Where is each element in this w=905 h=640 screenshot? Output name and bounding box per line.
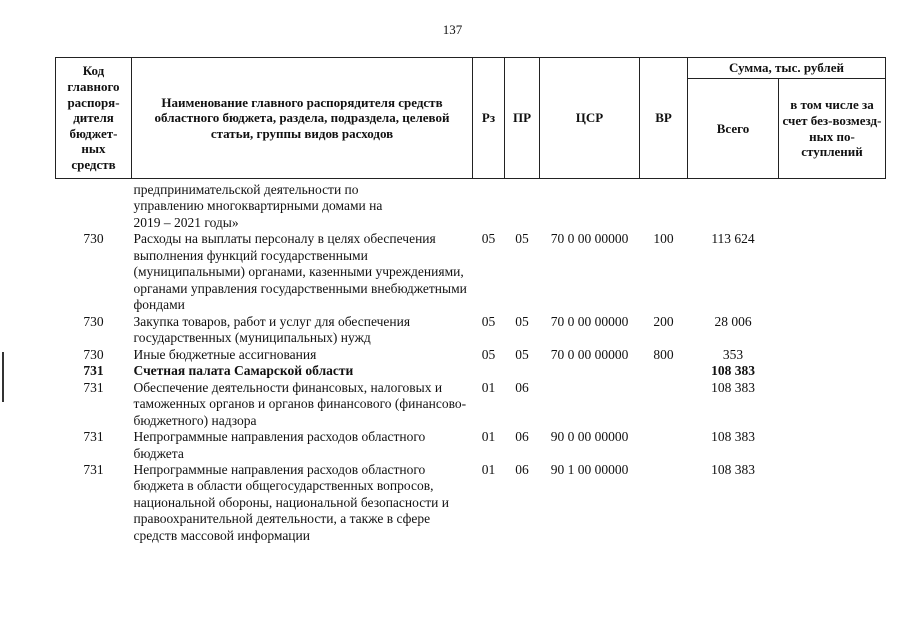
table-body	[56, 179, 886, 545]
table-row	[56, 380, 886, 429]
cell-pr: 06	[515, 379, 529, 395]
cell-code: 731	[83, 461, 104, 477]
cell-vr	[640, 363, 688, 379]
cell-csr: 90 1 00 00000	[550, 461, 629, 477]
cell-csr	[540, 179, 640, 232]
table-row	[56, 462, 886, 544]
table-header	[56, 58, 886, 179]
cell-incl	[779, 462, 886, 544]
cell-code: 731	[83, 429, 104, 445]
cell-csr: 70 0 00 00000	[550, 231, 629, 247]
cell-code: 730	[83, 313, 104, 329]
cell-incl	[779, 347, 886, 363]
cell-pr	[505, 363, 540, 379]
cell-code: 730	[83, 231, 104, 247]
cell-total: 108 383	[711, 429, 755, 445]
cell-rz: 05	[481, 313, 496, 329]
cell-rz: 05	[481, 346, 496, 362]
header-vr: ВР	[640, 58, 688, 179]
cell-rz: 05	[481, 231, 496, 247]
cell-total: 353	[722, 346, 744, 362]
cell-rz: 01	[481, 461, 496, 477]
cell-incl	[779, 380, 886, 429]
cell-name: Обеспечение деятельности финансовых, налоговых и таможенных органов и органов финансового (финансово-бюджетного) надзора	[133, 379, 467, 428]
header-total: Всего	[688, 79, 779, 179]
header-pr: ПР	[505, 58, 540, 179]
header-code: Код главного распоря-дителя бюджет-ных средств	[56, 58, 132, 179]
cell-total: 108 383	[711, 379, 755, 395]
cell-vr	[640, 429, 688, 462]
header-sum: Сумма, тыс. рублей	[688, 58, 886, 79]
cell-vr	[640, 380, 688, 429]
cell-name: Непрограммные направления расходов областного бюджета	[133, 429, 426, 461]
cell-code: 731	[83, 379, 104, 395]
cell-total: 108 383	[711, 461, 755, 477]
cell-incl	[779, 363, 886, 379]
cell-vr: 800	[653, 346, 674, 362]
cell-incl	[779, 314, 886, 347]
cell-name: предпринимательской деятельности по управлению многоквартирными домами на 2019 – 2021 годы»	[133, 182, 383, 230]
cell-pr: 05	[515, 231, 529, 247]
cell-pr: 06	[515, 461, 529, 477]
cell-code: 731	[83, 363, 104, 379]
cell-csr: 70 0 00 00000	[550, 346, 629, 362]
cell-incl	[779, 429, 886, 462]
cell-name: Расходы на выплаты персоналу в целях обеспечения выполнения функций государственными (муниципальными) органами, казенными учреждениями, органами управления государственными внебюджетными фондами	[133, 231, 467, 313]
cell-rz: 01	[481, 379, 496, 395]
cell-csr: 70 0 00 00000	[550, 313, 629, 329]
header-incl: в том числе за счет без-возмезд-ных по-ступлений	[779, 79, 886, 179]
cell-pr: 06	[515, 429, 529, 445]
cell-csr	[540, 380, 640, 429]
budget-table	[55, 57, 886, 544]
scan-edge-mark	[2, 352, 4, 402]
cell-pr: 05	[515, 346, 529, 362]
table-row	[56, 347, 886, 363]
cell-rz: 01	[481, 429, 496, 445]
cell-vr	[640, 179, 688, 232]
table-row	[56, 179, 886, 232]
cell-total: 113 624	[711, 231, 755, 247]
cell-total: 28 006	[714, 313, 752, 329]
cell-total	[688, 179, 779, 232]
cell-pr	[505, 179, 540, 232]
cell-incl	[779, 179, 886, 232]
cell-name: Непрограммные направления расходов областного бюджета в области общегосударственных вопросов, национальной обороны, национальной безопасности и правоохранительной деятельности, а также в сфере средств массовой информации	[133, 461, 449, 543]
cell-name: Иные бюджетные ассигнования	[133, 346, 317, 362]
cell-total: 108 383	[711, 363, 755, 379]
cell-vr: 200	[653, 313, 674, 329]
header-csr: ЦСР	[540, 58, 640, 179]
cell-pr: 05	[515, 313, 529, 329]
table-row	[56, 314, 886, 347]
table-row	[56, 231, 886, 313]
page-number: 137	[442, 22, 463, 37]
cell-incl	[779, 231, 886, 313]
cell-name: Счетная палата Самарской области	[133, 363, 354, 379]
table-row	[56, 429, 886, 462]
cell-csr	[540, 363, 640, 379]
header-rz: Рз	[473, 58, 505, 179]
cell-code: 730	[83, 346, 104, 362]
cell-vr: 100	[653, 231, 674, 247]
cell-vr	[640, 462, 688, 544]
cell-csr: 90 0 00 00000	[550, 429, 629, 445]
table-row	[56, 363, 886, 379]
cell-rz	[473, 179, 505, 232]
cell-rz	[473, 363, 505, 379]
cell-code	[56, 179, 132, 232]
cell-name: Закупка товаров, работ и услуг для обеспечения государственных (муниципальных) нужд	[133, 313, 411, 346]
header-name: Наименование главного распорядителя средств областного бюджета, раздела, подраздела, целевой статьи, группы видов расходов	[132, 58, 473, 179]
